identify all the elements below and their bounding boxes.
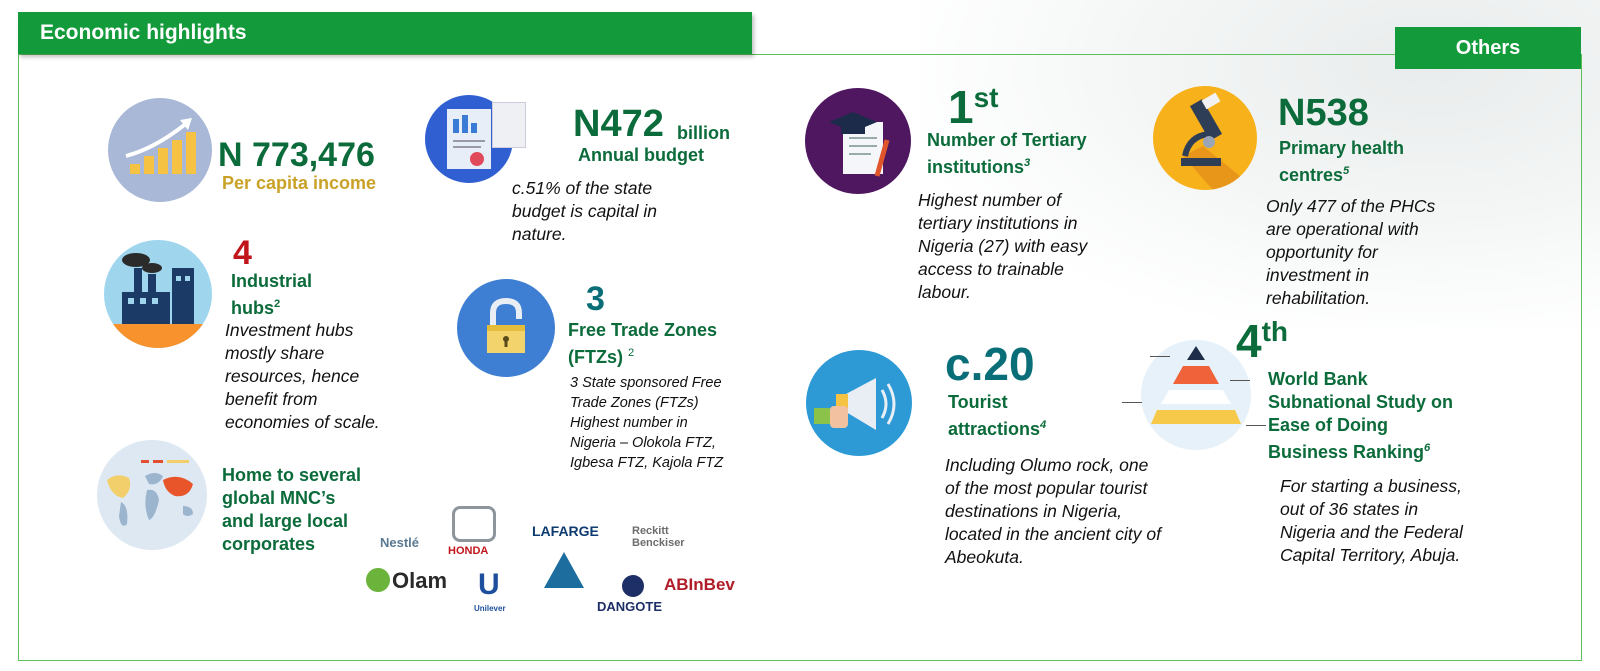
others-tab: Others: [1395, 27, 1581, 69]
ranking-value: [1236, 315, 1289, 367]
logo-reckitt: Reckitt Benckiser: [632, 525, 685, 549]
health-value: N538: [1278, 92, 1369, 134]
logo-dangote-mark: [622, 575, 644, 597]
logo-olam-leaf: [366, 568, 390, 592]
health-label-text: Primary health centres: [1279, 138, 1405, 185]
factory-icon: [104, 240, 212, 348]
tertiary-note: Highest number of tertiary institutions in Nigeria (27) with easy access to trainable labour.: [918, 190, 1088, 302]
ranking-ref: 6: [1424, 442, 1431, 454]
logo-nestle: Nestlé: [380, 535, 420, 550]
tertiary-rank: 1: [948, 81, 974, 133]
tertiary-label: [927, 129, 1117, 179]
microscope-icon: [1153, 86, 1257, 190]
logo-honda: HONDA: [448, 545, 489, 557]
ftz-label: [568, 319, 738, 369]
globe-icon: [97, 440, 207, 550]
logo-unilever-mark: U: [478, 568, 500, 601]
industrial-value: 4: [233, 234, 252, 272]
industrial-ref: 2: [274, 298, 281, 310]
tertiary-value: [948, 81, 999, 133]
tourist-note: Including Olumo rock, one of the most popular tourist destinations in Nigeria, located in the ancient city of Abeokuta.: [945, 455, 1161, 567]
tourist-value: c.20: [945, 338, 1035, 390]
ranking-label-text: World Bank Subnational Study on Ease of Doing Business Ranking: [1268, 369, 1453, 462]
pyramid-callout-4: [1246, 425, 1266, 426]
graduation-cap-icon: [805, 88, 911, 194]
health-label: [1279, 137, 1429, 187]
tertiary-suffix: st: [973, 82, 999, 113]
logo-honda-emblem: [452, 506, 496, 542]
megaphone-icon: [806, 350, 912, 456]
tourist-ref: 4: [1040, 419, 1047, 431]
section-title: Economic highlights: [18, 12, 752, 54]
health-note: Only 477 of the PHCs are operational with opportunity for investment in rehabilitation.: [1266, 196, 1436, 308]
budget-value: N472: [573, 103, 664, 145]
ftz-label-text: Free Trade Zones (FTZs): [568, 320, 718, 367]
growth-chart-icon: [108, 98, 212, 202]
pyramid-callout-1: [1150, 356, 1170, 357]
tourist-label-text: Tourist attractions: [948, 392, 1041, 439]
ftz-value: 3: [586, 280, 605, 318]
ftz-note: 3 State sponsored Free Trade Zones (FTZs) Highest number in Nigeria – Olokola FTZ, Igbesa FTZ, Kajola FTZ: [570, 375, 724, 471]
industrial-note: Investment hubs mostly share resources, hence benefit from economies of scale.: [225, 320, 380, 432]
ranking-label: [1268, 368, 1458, 464]
ranking-rank: 4: [1236, 315, 1262, 367]
tertiary-ref: 3: [1024, 157, 1031, 169]
ranking-suffix: th: [1261, 316, 1289, 347]
padlock-icon: [457, 279, 555, 377]
budget-unit: billion: [677, 123, 730, 143]
tourist-label: [948, 391, 1078, 441]
budget-page-icon: [492, 102, 526, 148]
logo-triangle: [544, 552, 584, 588]
logo-olam: Olam: [392, 568, 448, 593]
ranking-note: For starting a business, out of 36 states in Nigeria and the Federal Capital Territory, Abuja.: [1280, 476, 1463, 565]
logo-abinbev: ABInBev: [664, 575, 735, 594]
per-capita-label: Per capita income: [222, 173, 377, 193]
pyramid-callout-3: [1230, 380, 1250, 381]
industrial-label-text: Industrial hubs: [231, 271, 313, 318]
tertiary-label-text: Number of Tertiary institutions: [927, 130, 1087, 177]
logo-unilever: Unilever: [474, 604, 506, 613]
ftz-ref: 2: [628, 347, 635, 359]
logo-dangote: DANGOTE: [597, 599, 662, 614]
per-capita-value: N 773,476: [218, 136, 375, 174]
mnc-label: Home to several global MNC’s and large local corporates: [222, 465, 362, 554]
logo-lafarge: LAFARGE: [532, 523, 599, 539]
pyramid-callout-2: [1122, 402, 1142, 403]
budget-label: Annual budget: [578, 145, 704, 165]
industrial-label: [231, 270, 331, 320]
health-ref: 5: [1343, 165, 1350, 177]
budget-note: c.51% of the state budget is capital in nature.: [512, 178, 657, 244]
